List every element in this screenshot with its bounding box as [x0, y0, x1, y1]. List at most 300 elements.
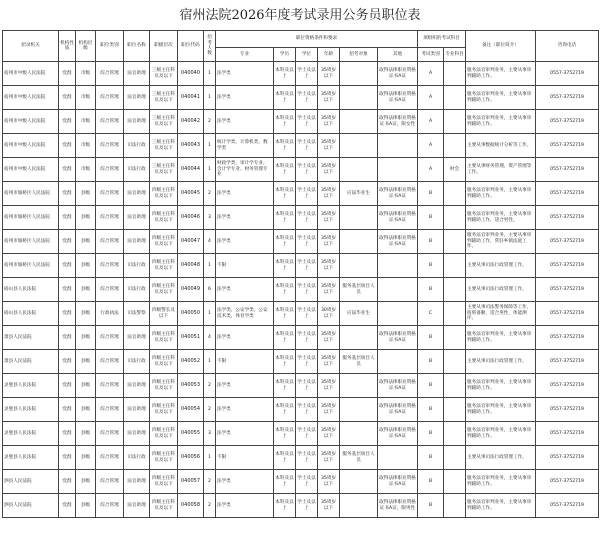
level-cell: 县级 [76, 326, 96, 350]
nature-cell: 党群 [59, 254, 76, 278]
position-level-cell: 四级主任科员及以下 [150, 350, 178, 374]
category-cell: 综合管理 [96, 326, 124, 350]
degree-cell: 学士及以上 [296, 86, 318, 110]
education-cell: 本科及以上 [274, 350, 296, 374]
category-cell: 综合管理 [96, 422, 124, 446]
prof-exam-cell [444, 182, 466, 206]
header-position-level: 职级层次 [150, 31, 178, 62]
education-cell: 本科及以上 [274, 326, 296, 350]
degree-cell: 学士及以上 [296, 446, 318, 470]
dept-cell: 萧县人民法院 [3, 326, 59, 350]
major-cell: 法学类 [216, 206, 274, 230]
degree-cell: 学士及以上 [296, 230, 318, 254]
exam-type-cell: B [418, 206, 444, 230]
phone-cell: 0557-3752719 [536, 86, 599, 110]
education-cell: 本科及以上 [274, 62, 296, 86]
dept-cell: 灵璧县人民法院 [3, 374, 59, 398]
count-cell: 2 [204, 470, 216, 494]
table-row [3, 230, 599, 254]
position-code-cell: 040058 [178, 494, 204, 518]
dept-cell: 宿州市埇桥区人民法院 [3, 182, 59, 206]
major-cell: 法学类、公安学类、公安技术类、体育学类 [216, 302, 274, 326]
prof-exam-cell [444, 110, 466, 134]
position-name-cell: 司法行政 [124, 278, 150, 302]
source-cell [340, 158, 378, 182]
source-cell: 应届毕业生 [340, 302, 378, 326]
exam-type-cell: B [418, 326, 444, 350]
position-code-cell: 040051 [178, 326, 204, 350]
position-name-cell: 司法警察 [124, 302, 150, 326]
degree-cell: 学士及以上 [296, 278, 318, 302]
dept-cell: 砀山县人民法院 [3, 302, 59, 326]
degree-cell: 学士及以上 [296, 302, 318, 326]
dept-cell: 宿州市中级人民法院 [3, 158, 59, 182]
education-cell: 本科及以上 [274, 230, 296, 254]
degree-cell: 学士及以上 [296, 206, 318, 230]
education-cell: 本科及以上 [274, 302, 296, 326]
phone-cell: 0557-3752719 [536, 326, 599, 350]
phone-cell: 0557-3752719 [536, 134, 599, 158]
table-row [3, 86, 599, 110]
position-level-cell: 四级主任科员及以下 [150, 446, 178, 470]
exam-type-cell: B [418, 350, 444, 374]
header-position-code: 职位代码 [178, 31, 204, 62]
position-name-cell: 法官助理 [124, 206, 150, 230]
note-cell: 主要从事司法行政管理工作。 [466, 278, 536, 302]
dept-cell: 宿州市中级人民法院 [3, 86, 59, 110]
nature-cell: 党群 [59, 494, 76, 518]
education-cell: 本科及以上 [274, 158, 296, 182]
level-cell: 县级 [76, 446, 96, 470]
age-cell: 35周岁以下 [318, 350, 340, 374]
note-cell: 主要从事司法警务保障等工作，值班备勤，适合男性，体能测评。 [466, 302, 536, 326]
note-cell: 主要从事司法行政管理工作。 [466, 446, 536, 470]
note-cell: 服务法官审判业务，主要从事审判辅助工作。 [466, 494, 536, 518]
degree-cell: 学士及以上 [296, 134, 318, 158]
source-cell [340, 62, 378, 86]
category-cell: 综合管理 [96, 446, 124, 470]
prof-exam-cell [444, 134, 466, 158]
position-level-cell: 四级主任科员及以下 [150, 206, 178, 230]
prof-exam-cell [444, 62, 466, 86]
category-cell: 综合管理 [96, 158, 124, 182]
major-cell: 统计学类、计算机类、数学类 [216, 134, 274, 158]
position-level-cell: 三级主任科员及以下 [150, 134, 178, 158]
degree-cell: 学士及以上 [296, 326, 318, 350]
nature-cell: 党群 [59, 110, 76, 134]
position-code-cell: 040047 [178, 230, 204, 254]
position-name-cell: 法官助理 [124, 110, 150, 134]
header-exam-group: 须组织的考试科目 [418, 31, 466, 48]
dept-cell: 泗县人民法院 [3, 494, 59, 518]
degree-cell: 学士及以上 [296, 110, 318, 134]
other-cell: 取得法律职业资格证书A证，限女性 [378, 110, 418, 134]
exam-type-cell: A [418, 86, 444, 110]
category-cell: 综合管理 [96, 494, 124, 518]
other-cell [378, 302, 418, 326]
note-cell: 服务法官审判业务，主要从事审判辅助工作。 [466, 374, 536, 398]
major-cell: 法学类 [216, 182, 274, 206]
prof-exam-cell [444, 206, 466, 230]
position-name-cell: 司法行政 [124, 134, 150, 158]
table-row [3, 422, 599, 446]
count-cell: 2 [204, 494, 216, 518]
education-cell: 本科及以上 [274, 182, 296, 206]
source-cell [340, 470, 378, 494]
phone-cell: 0557-3752719 [536, 158, 599, 182]
level-cell: 县级 [76, 350, 96, 374]
nature-cell: 党群 [59, 230, 76, 254]
position-level-cell: 四级主任科员及以下 [150, 230, 178, 254]
education-cell: 本科及以上 [274, 374, 296, 398]
level-cell: 县级 [76, 182, 96, 206]
category-cell: 综合管理 [96, 134, 124, 158]
header-level: 机构层级 [76, 31, 96, 62]
exam-type-cell: B [418, 494, 444, 518]
dept-cell: 宿州市埇桥区人民法院 [3, 206, 59, 230]
nature-cell: 党群 [59, 326, 76, 350]
age-cell: 35周岁以下 [318, 422, 340, 446]
major-cell: 法学类 [216, 230, 274, 254]
table-row [3, 374, 599, 398]
note-cell: 服务法官审判业务，主要从事审判辅助工作。 [466, 326, 536, 350]
age-cell: 35周岁以下 [318, 134, 340, 158]
position-name-cell: 法官助理 [124, 494, 150, 518]
major-cell: 法学类 [216, 422, 274, 446]
dept-cell: 宿州市中级人民法院 [3, 62, 59, 86]
age-cell: 35周岁以下 [318, 254, 340, 278]
category-cell: 行政执法 [96, 302, 124, 326]
note-cell: 服务法官审判业务，主要从事审判辅助工作。 [466, 62, 536, 86]
table-row [3, 326, 599, 350]
other-cell: 取得法律职业资格证书A证 [378, 470, 418, 494]
exam-type-cell: A [418, 110, 444, 134]
header-prof-exam: 专业科目 [444, 48, 466, 62]
age-cell: 35周岁以下 [318, 494, 340, 518]
position-name-cell: 法官助理 [124, 398, 150, 422]
level-cell: 县级 [76, 230, 96, 254]
position-code-cell: 040052 [178, 350, 204, 374]
count-cell: 3 [204, 422, 216, 446]
other-cell [378, 254, 418, 278]
category-cell: 综合管理 [96, 470, 124, 494]
other-cell: 取得法律职业资格证书A证 [378, 374, 418, 398]
note-cell: 主要从事财务管理、资产管理等工作。 [466, 158, 536, 182]
phone-cell: 0557-3752719 [536, 302, 599, 326]
exam-type-cell: B [418, 446, 444, 470]
major-cell: 法学类 [216, 374, 274, 398]
phone-cell: 0557-3752719 [536, 470, 599, 494]
major-cell: 不限 [216, 254, 274, 278]
degree-cell: 学士及以上 [296, 422, 318, 446]
position-code-cell: 040045 [178, 182, 204, 206]
header-phone: 咨询电话 [536, 31, 599, 62]
age-cell: 35周岁以下 [318, 398, 340, 422]
table-row [3, 350, 599, 374]
prof-exam-cell [444, 326, 466, 350]
other-cell: 取得法律职业资格证书A证，限男性 [378, 494, 418, 518]
count-cell: 4 [204, 326, 216, 350]
note-cell: 服务法官审判业务，主要从事审判辅助工作。 [466, 110, 536, 134]
source-cell [340, 326, 378, 350]
age-cell: 30周岁以下 [318, 302, 340, 326]
count-cell: 6 [204, 278, 216, 302]
note-cell: 服务法官审判业务，主要从事审判辅助工作。 [466, 422, 536, 446]
category-cell: 综合管理 [96, 230, 124, 254]
source-cell [340, 374, 378, 398]
header-education: 学历 [274, 48, 296, 62]
level-cell: 县级 [76, 254, 96, 278]
count-cell: 1 [204, 254, 216, 278]
position-name-cell: 司法行政 [124, 254, 150, 278]
nature-cell: 党群 [59, 86, 76, 110]
position-level-cell: 三级主任科员及以下 [150, 62, 178, 86]
position-level-cell: 四级主任科员及以下 [150, 254, 178, 278]
source-cell [340, 422, 378, 446]
source-cell [340, 494, 378, 518]
header-position-name: 职位名称 [124, 31, 150, 62]
phone-cell: 0557-3752719 [536, 182, 599, 206]
level-cell: 县级 [76, 494, 96, 518]
phone-cell: 0557-3752719 [536, 62, 599, 86]
source-cell: 服务基层项目人员 [340, 350, 378, 374]
position-level-cell: 四级主任科员及以下 [150, 374, 178, 398]
other-cell: 取得法律职业资格证书A证 [378, 62, 418, 86]
education-cell: 本科及以上 [274, 278, 296, 302]
level-cell: 县级 [76, 302, 96, 326]
position-level-cell: 四级主任科员及以下 [150, 398, 178, 422]
age-cell: 35周岁以下 [318, 86, 340, 110]
table-row [3, 158, 599, 182]
education-cell: 本科及以上 [274, 134, 296, 158]
source-cell [340, 254, 378, 278]
category-cell: 综合管理 [96, 182, 124, 206]
note-cell: 主要从事司法行政管理工作。 [466, 350, 536, 374]
count-cell: 2 [204, 110, 216, 134]
age-cell: 35周岁以下 [318, 182, 340, 206]
degree-cell: 学士及以上 [296, 398, 318, 422]
nature-cell: 党群 [59, 278, 76, 302]
position-code-cell: 040046 [178, 206, 204, 230]
count-cell: 2 [204, 374, 216, 398]
dept-cell: 宿州市中级人民法院 [3, 134, 59, 158]
position-level-cell: 四级主任科员及以下 [150, 278, 178, 302]
table-row [3, 62, 599, 86]
position-code-cell: 040054 [178, 398, 204, 422]
position-name-cell: 法官助理 [124, 86, 150, 110]
exam-type-cell: B [418, 398, 444, 422]
positions-table [2, 30, 599, 518]
nature-cell: 党群 [59, 350, 76, 374]
count-cell: 1 [204, 446, 216, 470]
dept-cell: 萧县人民法院 [3, 350, 59, 374]
source-cell: 服务基层项目人员 [340, 446, 378, 470]
level-cell: 县级 [76, 470, 96, 494]
prof-exam-cell [444, 254, 466, 278]
table-row [3, 398, 599, 422]
position-name-cell: 法官助理 [124, 374, 150, 398]
other-cell: 取得法律职业资格证书A证 [378, 230, 418, 254]
other-cell [378, 158, 418, 182]
age-cell: 35周岁以下 [318, 278, 340, 302]
header-requirements-group: 职位资格条件和要求 [216, 31, 418, 48]
prof-exam-cell [444, 86, 466, 110]
position-level-cell: 四级主任科员及以下 [150, 470, 178, 494]
position-code-cell: 040049 [178, 278, 204, 302]
position-level-cell: 三级主任科员及以下 [150, 110, 178, 134]
exam-type-cell: B [418, 278, 444, 302]
dept-cell: 灵璧县人民法院 [3, 446, 59, 470]
header-count: 招考人数 [204, 31, 216, 62]
position-code-cell: 040048 [178, 254, 204, 278]
source-cell [340, 230, 378, 254]
level-cell: 县级 [76, 206, 96, 230]
position-level-cell: 四级主任科员及以下 [150, 326, 178, 350]
exam-type-cell: B [418, 470, 444, 494]
note-cell: 服务法官审判业务，主要从事审判辅助工作。 [466, 86, 536, 110]
major-cell: 法学类 [216, 326, 274, 350]
position-level-cell: 三级主任科员及以下 [150, 158, 178, 182]
other-cell [378, 134, 418, 158]
position-code-cell: 040041 [178, 86, 204, 110]
level-cell: 市级 [76, 62, 96, 86]
position-name-cell: 法官助理 [124, 470, 150, 494]
position-level-cell: 四级主任科员及以下 [150, 422, 178, 446]
degree-cell: 学士及以上 [296, 182, 318, 206]
nature-cell: 党群 [59, 206, 76, 230]
other-cell [378, 350, 418, 374]
age-cell: 35周岁以下 [318, 110, 340, 134]
major-cell: 法学类 [216, 398, 274, 422]
table-row [3, 254, 599, 278]
header-note: 备注（职位简介） [466, 31, 536, 62]
header-source: 招考对象 [340, 48, 378, 62]
header-exam-type: 考试类别 [418, 48, 444, 62]
count-cell: 1 [204, 158, 216, 182]
header-category: 职位类别 [96, 31, 124, 62]
phone-cell: 0557-3752719 [536, 230, 599, 254]
prof-exam-cell: 财会 [444, 158, 466, 182]
education-cell: 本科及以上 [274, 206, 296, 230]
prof-exam-cell [444, 302, 466, 326]
source-cell: 应届毕业生 [340, 182, 378, 206]
nature-cell: 党群 [59, 134, 76, 158]
category-cell: 综合管理 [96, 254, 124, 278]
education-cell: 本科及以上 [274, 110, 296, 134]
count-cell: 1 [204, 86, 216, 110]
exam-type-cell: C [418, 302, 444, 326]
phone-cell: 0557-3752719 [536, 422, 599, 446]
count-cell: 1 [204, 134, 216, 158]
education-cell: 本科及以上 [274, 254, 296, 278]
table-row [3, 446, 599, 470]
other-cell [378, 446, 418, 470]
dept-cell: 宿州市中级人民法院 [3, 110, 59, 134]
major-cell: 法学类 [216, 62, 274, 86]
education-cell: 本科及以上 [274, 470, 296, 494]
exam-type-cell: B [418, 422, 444, 446]
count-cell: 1 [204, 62, 216, 86]
table-row [3, 110, 599, 134]
prof-exam-cell [444, 374, 466, 398]
other-cell: 取得法律职业资格证书A证 [378, 86, 418, 110]
source-cell: 服务基层项目人员 [340, 278, 378, 302]
exam-type-cell: B [418, 182, 444, 206]
table-row [3, 134, 599, 158]
phone-cell: 0557-3752719 [536, 278, 599, 302]
table-row [3, 206, 599, 230]
table-row [3, 302, 599, 326]
age-cell: 35周岁以下 [318, 374, 340, 398]
major-cell: 不限 [216, 350, 274, 374]
other-cell: 取得法律职业资格证书A证 [378, 398, 418, 422]
other-cell: 取得法律职业资格证书A证 [378, 182, 418, 206]
position-code-cell: 040044 [178, 158, 204, 182]
education-cell: 本科及以上 [274, 86, 296, 110]
phone-cell: 0557-3752719 [536, 110, 599, 134]
dept-cell: 泗县人民法院 [3, 470, 59, 494]
category-cell: 综合管理 [96, 398, 124, 422]
level-cell: 县级 [76, 422, 96, 446]
age-cell: 35周岁以下 [318, 470, 340, 494]
position-level-cell: 三级主任科员及以下 [150, 86, 178, 110]
dept-cell: 灵璧县人民法院 [3, 422, 59, 446]
nature-cell: 党群 [59, 446, 76, 470]
exam-type-cell: B [418, 230, 444, 254]
major-cell: 不限 [216, 446, 274, 470]
degree-cell: 学士及以上 [296, 374, 318, 398]
nature-cell: 党群 [59, 422, 76, 446]
table-row [3, 278, 599, 302]
phone-cell: 0557-3752719 [536, 398, 599, 422]
level-cell: 县级 [76, 374, 96, 398]
category-cell: 综合管理 [96, 110, 124, 134]
position-name-cell: 法官助理 [124, 182, 150, 206]
prof-exam-cell [444, 350, 466, 374]
note-cell: 服务法官审判业务，主要从事审判辅助工作。 [466, 470, 536, 494]
major-cell: 法学类 [216, 494, 274, 518]
table-row [3, 182, 599, 206]
count-cell: 1 [204, 302, 216, 326]
nature-cell: 党群 [59, 374, 76, 398]
nature-cell: 党群 [59, 398, 76, 422]
position-code-cell: 040050 [178, 302, 204, 326]
nature-cell: 党群 [59, 470, 76, 494]
age-cell: 35周岁以下 [318, 230, 340, 254]
major-cell: 法学类 [216, 110, 274, 134]
other-cell: 取得法律职业资格证书A证 [378, 326, 418, 350]
note-cell: 主要从事司法行政管理工作。 [466, 254, 536, 278]
position-code-cell: 040053 [178, 374, 204, 398]
education-cell: 本科及以上 [274, 446, 296, 470]
source-cell [340, 86, 378, 110]
degree-cell: 学士及以上 [296, 158, 318, 182]
education-cell: 本科及以上 [274, 494, 296, 518]
position-level-cell: 四级主任科员及以下 [150, 494, 178, 518]
category-cell: 综合管理 [96, 374, 124, 398]
position-code-cell: 040040 [178, 62, 204, 86]
level-cell: 市级 [76, 158, 96, 182]
note-cell: 服务法官审判业务，主要从事审判辅助工作，常驻乡镇法庭工作。 [466, 230, 536, 254]
category-cell: 综合管理 [96, 206, 124, 230]
exam-type-cell: A [418, 158, 444, 182]
nature-cell: 党群 [59, 182, 76, 206]
major-cell: 法学类 [216, 470, 274, 494]
phone-cell: 0557-3752719 [536, 206, 599, 230]
source-cell [340, 134, 378, 158]
category-cell: 综合管理 [96, 86, 124, 110]
position-name-cell: 司法行政 [124, 446, 150, 470]
